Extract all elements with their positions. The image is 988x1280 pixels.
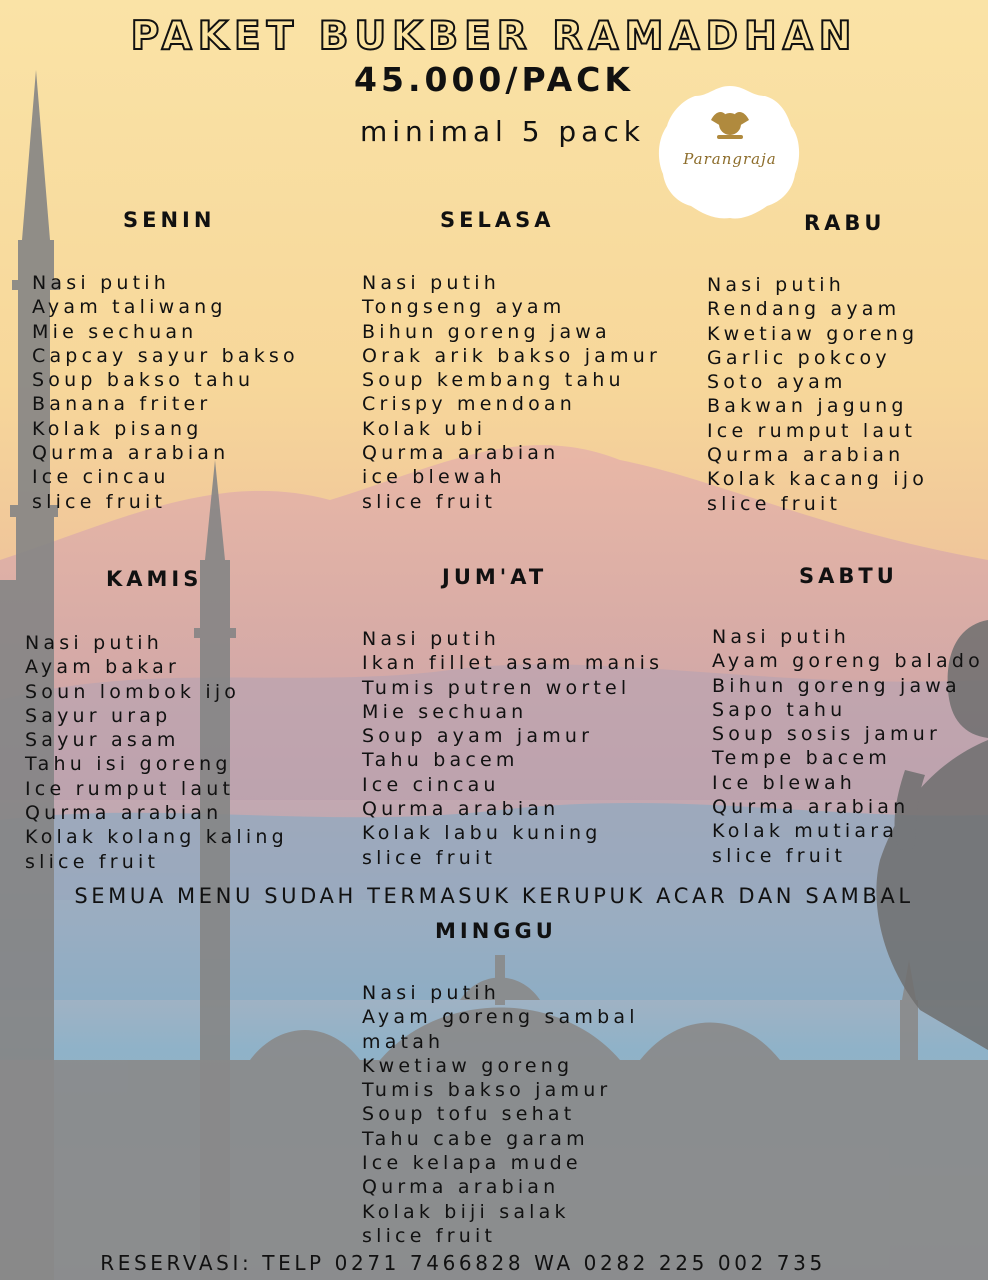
list-item: Soun lombok ijo xyxy=(25,680,241,703)
menu-list-selasa xyxy=(362,271,661,514)
list-item: Qurma arabian xyxy=(25,802,223,825)
list-item: Rendang ayam xyxy=(707,298,901,321)
list-item: Qurma arabian xyxy=(362,798,560,821)
list-item: Capcay sayur bakso xyxy=(32,344,299,367)
list-item: Soup kembang tahu xyxy=(362,369,625,392)
list-item: slice fruit xyxy=(25,850,160,873)
list-item: Sayur asam xyxy=(25,729,180,752)
list-item: Soup ayam jamur xyxy=(362,725,594,748)
reservation-contact: RESERVASI: TELP 0271 7466828 WA 0282 225 002 735 xyxy=(100,1251,826,1275)
list-item: Ayam taliwang xyxy=(32,296,227,319)
included-items-note: SEMUA MENU SUDAH TERMASUK KERUPUK ACAR DAN SAMBAL xyxy=(74,884,914,908)
list-item: Qurma arabian xyxy=(362,442,560,465)
menu-list-minggu xyxy=(362,981,639,1248)
list-item: Ayam bakar xyxy=(25,656,180,679)
list-item: Kwetiaw goreng xyxy=(362,1054,574,1077)
list-item: Tahu cabe garam xyxy=(362,1127,589,1150)
list-item: Ice rumput laut xyxy=(25,777,235,800)
list-item: slice fruit xyxy=(707,492,842,515)
list-item: Ayam goreng sambal xyxy=(362,1006,639,1029)
list-item: Bakwan jagung xyxy=(707,395,908,418)
list-item: Qurma arabian xyxy=(707,444,905,467)
list-item: Soto ayam xyxy=(707,371,847,394)
list-item: Nasi putih xyxy=(25,632,163,654)
minimum-order: minimal 5 pack xyxy=(360,115,645,148)
list-item: Soup tofu sehat xyxy=(362,1103,576,1126)
list-item: Ice cincau xyxy=(32,466,170,489)
list-item: Tahu bacem xyxy=(362,749,519,772)
list-item: Sapo tahu xyxy=(712,698,847,721)
price-per-pack: 45.000/PACK xyxy=(354,60,634,99)
list-item: slice fruit xyxy=(32,490,167,513)
list-item: Orak arik bakso jamur xyxy=(362,344,661,367)
list-item: Tumis putren wortel xyxy=(362,676,631,699)
list-item: ice blewah xyxy=(362,466,506,489)
menu-list-rabu xyxy=(707,273,928,516)
list-item: Tongseng ayam xyxy=(362,296,566,319)
list-item: slice fruit xyxy=(712,844,847,867)
list-item: Tahu isi goreng xyxy=(25,753,232,776)
list-item: slice fruit xyxy=(362,1224,497,1247)
list-item: Nasi putih xyxy=(362,272,500,294)
list-item: Mie sechuan xyxy=(32,320,198,343)
list-item: Sayur urap xyxy=(25,704,172,727)
menu-list-jumat xyxy=(362,627,663,870)
list-item: Kolak kolang kaling xyxy=(25,826,288,849)
list-item: Kwetiaw goreng xyxy=(707,322,919,345)
poster-title: PAKET BUKBER RAMADHAN xyxy=(130,14,858,59)
list-item: Kolak labu kuning xyxy=(362,822,602,845)
list-item: Qurma arabian xyxy=(362,1176,560,1199)
list-item: matah xyxy=(362,1030,445,1053)
menu-list-senin xyxy=(32,271,299,514)
list-item: slice fruit xyxy=(362,490,497,513)
day-heading-jumat: JUM'AT xyxy=(442,565,548,589)
list-item: Kolak biji salak xyxy=(362,1200,570,1223)
list-item: Bihun goreng jawa xyxy=(362,320,611,343)
list-item: Banana friter xyxy=(32,393,212,416)
list-item: Nasi putih xyxy=(362,982,500,1004)
list-item: Qurma arabian xyxy=(32,442,230,465)
list-item: Qurma arabian xyxy=(712,796,910,819)
list-item: Garlic pokcoy xyxy=(707,346,891,369)
list-item: Tempe bacem xyxy=(712,747,891,770)
menu-list-kamis xyxy=(25,631,288,874)
day-heading-minggu: MINGGU xyxy=(435,919,557,943)
day-heading-selasa: SELASA xyxy=(440,208,555,232)
list-item: Ayam goreng balado xyxy=(712,650,984,673)
list-item: Kolak pisang xyxy=(32,417,203,440)
logo-text: Parangraja xyxy=(683,150,777,168)
day-heading-kamis: KAMIS xyxy=(106,567,203,591)
day-heading-sabtu: SABTU xyxy=(799,564,898,588)
list-item: Ikan fillet asam manis xyxy=(362,652,664,675)
list-item: Kolak mutiara xyxy=(712,820,899,843)
list-item: Kolak kacang ijo xyxy=(707,468,929,491)
day-heading-senin: SENIN xyxy=(123,208,216,232)
list-item: Soup sosis jamur xyxy=(712,723,941,746)
list-item: Ice blewah xyxy=(712,771,857,794)
list-item: Ice kelapa mude xyxy=(362,1152,582,1175)
list-item: Tumis bakso jamur xyxy=(362,1079,612,1102)
list-item: Mie sechuan xyxy=(362,700,528,723)
day-heading-rabu: RABU xyxy=(804,211,886,235)
list-item: Bihun goreng jawa xyxy=(712,674,961,697)
brand-logo xyxy=(655,82,805,222)
list-item: Nasi putih xyxy=(712,626,850,648)
list-item: Ice cincau xyxy=(362,773,500,796)
list-item: Ice rumput laut xyxy=(707,419,917,442)
list-item: Nasi putih xyxy=(707,274,845,296)
list-item: slice fruit xyxy=(362,846,497,869)
menu-list-sabtu xyxy=(712,625,984,868)
list-item: Crispy mendoan xyxy=(362,393,577,416)
list-item: Nasi putih xyxy=(32,272,170,294)
list-item: Nasi putih xyxy=(362,628,500,650)
list-item: Kolak ubi xyxy=(362,417,487,440)
list-item: Soup bakso tahu xyxy=(32,369,255,392)
